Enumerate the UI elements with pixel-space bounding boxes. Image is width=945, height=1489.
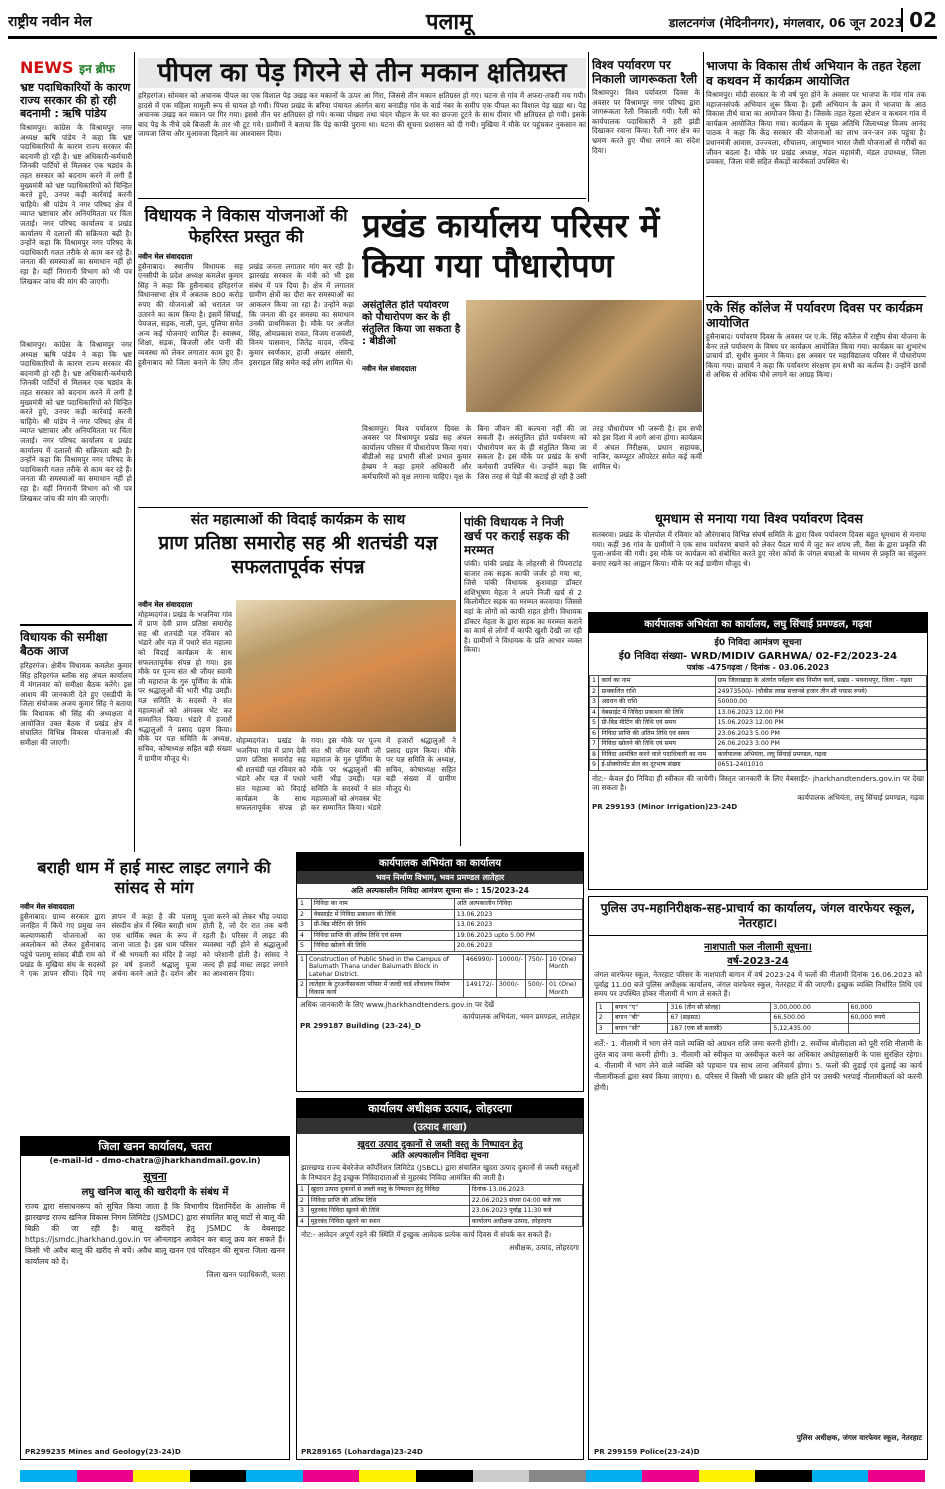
mining-email: (e-mail-id - dmo-chatra@jharkhandmail.gov.in) — [49, 1156, 261, 1165]
saints-body-2: मोहम्मदगंज। प्रखंड के भजनिया गांव में प्राण देवी प्राण प्रतिष्ठा समारोह सह श्री शतचंडी यज्ञ रविवार को भंडारे और यज्ञ में पधारे संत महात्मा को विदाई कार्यक्रम के साथ सफलतापूर्वक संपन्न हो गया। इस मौके पर पूज्य संत श्री जीयर स्वामी जी महाराज के गुरु पूर्णिमा के मौके पर श्रद्धालुओं की भारी भीड़ उमड़ी। यज्ञ समिति के सदस्यों ने संत महात्माओं को अंगवस्त्र भेंट कर सम्मानित किया। भंडारे में हजारों श्रद्धालुओं ने प्रसाद ग्रहण किया। मौके पर यज्ञ समिति के अध्यक्ष, सचिव, कोषाध्यक्ष सहित बड़ी संख्या में ग्रामीण मौजूद थे। — [236, 736, 456, 813]
cell: 67 (सड़सठ) — [668, 1013, 771, 1024]
tender-latehar-pr: PR 299187 Building (23-24)_D — [300, 1021, 421, 1031]
road-body: पांकी। पांकी प्रखंड के लोहरसी से पिपराटांड़ बाजार तक सड़क काफी जर्जर हो गया था, जिसे पांकी विधायक कुशवाहा डॉक्टर शशिभूषण मेहता ने अपने निजी खर्च से 2 किलोमीटर सड़क का मरम्मत करवाया। जिससे वहां के लोगों को काफी राहत होगी। विधायक डॉक्टर मेहता के द्वारा सड़क का मरम्मत कराने का कार्य से लोगों में काफी खुशी देखी जा रही है। ग्रामीणों ने विधायक के प्रति आभार व्यक्त किया। — [464, 559, 582, 655]
excise-notice-title: खुदरा उत्पाद दुकानों से जब्ती वस्तु के निष्पादन हेतु — [357, 1140, 523, 1150]
yagya-photo — [236, 600, 456, 732]
masthead — [8, 6, 937, 39]
cell: निविदा खोलने की तिथि — [311, 941, 454, 952]
cell: खुदरा उत्पाद दुकानों से जब्ती वस्तु के निष्पादन हेतु निविदा — [308, 1185, 469, 1196]
table-row — [298, 954, 583, 980]
cell: 0651-2401010 — [715, 760, 926, 771]
plantation-body-box — [362, 364, 702, 512]
tender-garhwa-pr: PR 299193 (Minor Irrigation)23-24D — [592, 802, 738, 812]
cell: निविदा का नाम — [311, 899, 454, 910]
road-story — [464, 515, 582, 845]
excise-note: नोट:- आवेदन अपूर्ण रहने की स्थिति में इच्छुक आवेदक प्रत्येक कार्य दिवस में संपर्क कर सकते हैं। — [301, 1230, 552, 1240]
cell: 7 — [590, 739, 599, 750]
cell: ई-प्रोक्योरमेंट सेल का दूरभाष संख्या — [599, 760, 715, 771]
rally-title: विश्व पर्यावरण पर निकाली जागरूकता रैली — [592, 58, 698, 86]
table-row — [590, 707, 927, 718]
cell: 3 — [596, 1023, 612, 1034]
cell: 22.06.2023 संध्या 04:00 बजे तक — [469, 1195, 582, 1206]
saints-title: प्राण प्रतिष्ठा समारोह सह श्री शतचंडी यज्ञ सफलतापूर्वक संपन्न — [158, 532, 438, 578]
road-title: पांकी विधायक ने निजी खर्च पर कराई सड़क की मरम्मत — [464, 515, 570, 557]
environment-day-title: धूमधाम से मनाया गया विश्व पर्यावरण दिवस — [654, 512, 864, 527]
cell: 3000/- — [496, 980, 525, 998]
police-year: वर्ष-2023-24 — [727, 956, 789, 967]
tender-latehar-sign: कार्यपालक अभियंता, भवन प्रमण्डल, लातेहार — [462, 1011, 580, 1021]
cell: दिनांक-13.06.2023 — [469, 1185, 582, 1196]
cell: निविदा प्राप्ति की अंतिम तिथि एवं समय — [311, 930, 454, 941]
tender-garhwa-note: नोट:- केवल ई0 निविदा ही स्वीकार की जायेगी। विस्तृत जानकारी के लिए वेबसाईट- jharkhandtenders.gov.in पर देखा जा सकता है। — [592, 773, 924, 793]
cell: 4 — [298, 930, 312, 941]
cell: 3 — [298, 1206, 309, 1217]
cell: 4 — [590, 707, 599, 718]
news-brief-headline: भ्रष्ट पदाधिकारियों के कारण राज्य सरकार की हो रही बदनामी : ऋषि पांडेय — [20, 81, 131, 120]
cell: 187 (एक सौ सतासी) — [668, 1023, 771, 1034]
cell: प्री-बिड मीटिंग की तिथि एवं समय — [599, 718, 715, 729]
plantation-quote-text: असंतुलित होते पर्यावरण को पौधारोपण कर के ही संतुलित किया जा सकता है : बीडीओ — [362, 300, 461, 347]
table-row — [596, 1023, 919, 1034]
barahi-story — [20, 858, 288, 1128]
saints-kicker: संत महात्माओं की विदाई कार्यक्रम के साथ — [190, 512, 406, 528]
excise-dept: (उत्पाद शाखा) — [297, 1118, 583, 1134]
cell: 1 — [298, 899, 312, 910]
excise-body: झारखण्ड राज्य बेवरेजेज कॉर्पोरेशन लिमिटेड (JSBCL) द्वारा संचालित खुदरा उत्पाद दुकानों से जब्ती वस्तुओं के निष्पादन हेतु इच्छुक निविदादाताओं से मुहरबंद निविदा आमंत्रित की जाती है। — [301, 1163, 579, 1182]
cell: 4 — [298, 1216, 309, 1227]
news-label: NEWS — [20, 58, 74, 77]
cell: अग्रधन की राशि — [599, 697, 715, 708]
ak-singh-story — [706, 300, 926, 448]
tender-latehar-table — [297, 898, 583, 952]
cell — [848, 1023, 920, 1034]
mining-body: राज्य द्वारा संसाधनरूप को सुचित किया जाता है कि विभागीय दिशानिर्देश के आलोक में झारखण्ड राज्य खनिज विकास निगम लिमिटेड (JSMDC) द्वारा संचालित बालू घाटों से बालू की बिक्री की जा रही है। बालू खरीदने हेतु JSMDC के वेबसाइट https://jsmdc.jharkhand.gov.in पर ऑनलाइन आवेदन कर बालू क्रय कर सकते हैं। किसी भी अवैध बालू की खरीद से बचें। अवैध बालू खनन एवं परिवहन की सूचना जिला खनन कार्यालय को दें। — [25, 1202, 285, 1266]
excise-pr: PR289165 (Lohardaga)23-24D — [301, 1447, 423, 1457]
review-meeting — [20, 630, 132, 855]
cell: मुहरबंद निविदा खुलने का स्थान — [308, 1216, 469, 1227]
review-title: विधायक की समीक्षा बैठक आज — [20, 630, 108, 658]
tender-garhwa-table — [589, 675, 927, 771]
tender-garhwa-notice: ई0 निविदा आमंत्रण सूचना — [714, 638, 802, 648]
top-story-title: पीपल का पेड़ गिरने से तीन मकान क्षतिग्रस्त — [138, 58, 586, 88]
mining-office: जिला खनन कार्यालय, चतरा — [21, 1137, 289, 1156]
plantation-quote — [362, 300, 462, 360]
review-body: हरिहरगंज। क्षेत्रीय विधायक कमलेश कुमार सिंह हरिहरगंज ब्लॉक सह अंचल कार्यालय में मंगलवार को समीक्षा बैठक करेंगे। इस आशय की जानकारी देते हुए एसडीपी के जिला संयोजक अजय कुमार सिंह ने बताया कि विधायक श्री सिंह की अध्यक्षता में आयोजित उक्त बैठक में प्रखंड क्षेत्र में संचालित विभिन्न विकास योजनाओं की समीक्षा की जाएगी। — [20, 661, 132, 747]
mining-pr: PR299235 Mines and Geology(23-24)D — [25, 1447, 181, 1457]
news-brief-tag — [20, 58, 132, 77]
police-pr: PR 299159 Police(23-24)D — [594, 1447, 700, 1457]
table-row — [590, 676, 927, 687]
barahi-title: बराही धाम में हाई मास्ट लाइट लगाने की सांसद से मांग — [37, 858, 271, 897]
cell: 3 — [590, 697, 599, 708]
police-office: पुलिस उप-महानिरीक्षक-सह-प्राचार्य का कार्यालय, जंगल वारफेयर स्कूल, नेतरहाट। — [589, 897, 927, 936]
cell: निविदा खोलने की तिथि एवं समय — [599, 739, 715, 750]
cell: लातेहार के टुरअनीसाथला परिसर में जल्दी वार्ड शौचालय निर्माण विकास कार्य — [306, 980, 463, 998]
cell: 10000/- — [496, 954, 525, 980]
tender-latehar-dept: भवन निर्माण विभाग, भवन प्रमण्डल लातेहार — [297, 871, 583, 884]
barahi-body: हुसैनाबाद। ग्राम्य सरकार द्वारा जनहित में किये गए प्रमुख जन कल्याणकारी योजनाओं का अवलोकन को लेकर हुसैनाबाद पहुंचे पलामू सांसद बीडी राम को प्रखंड के मुखिया संघ के सदस्यों ने एक ज्ञापन सौंपा। दिये गए ज्ञापन में कहा है की पलामू संसदीय क्षेत्र में स्थित बराही धाम एक धार्मिक स्थल के रूप में जाना जाता है। इस धाम परिसर में श्री भगवती का मंदिर है जहां हर वर्ष हजारों श्रद्धालु पूजा अर्चना करने आते हैं। दर्शन और पूजा करने को लेकर भीड़ ज्यादा होती है, जो देर रात तक बनी रहती है। परिसर में लाइट की व्यवस्था नहीं होने से श्रद्धालुओं को परेशानी होती है। सांसद ने जल्द ही हाई मास्ट लाइट लगाने का आश्वासन दिया। — [20, 911, 288, 979]
cell: बगान "बी" — [613, 1013, 668, 1024]
cell: 750/- — [525, 954, 546, 980]
table-row — [590, 728, 927, 739]
news-brief-continued — [20, 340, 132, 622]
tender-garhwa-office: कार्यपालक अभियंता का कार्यालय, लघु सिंचाई प्रमण्डल, गढ़वा — [589, 613, 927, 633]
mla-story — [138, 206, 354, 506]
table-row — [596, 1013, 919, 1024]
section-title: पलामू — [426, 10, 473, 35]
saints-body-box-2 — [236, 736, 456, 840]
cell: 2 — [590, 686, 599, 697]
tender-garhwa-sign: कार्यपालक अभियंता, लघु सिंचाई प्रमण्डल, गढ़वा — [797, 792, 924, 802]
cell: 20.06.2023 — [454, 941, 582, 952]
cell: प्राक्कलित राशि — [599, 686, 715, 697]
bjp-title: भाजपा के विकास तीर्थ अभियान के तहत रेहला व कथवन में कार्यक्रम आयोजित — [706, 58, 921, 88]
newspaper-name: राष्ट्रीय नवीन मेल — [8, 14, 92, 30]
cell: 1 — [298, 954, 307, 980]
cell: 26.06.2023 3.00 PM — [715, 739, 926, 750]
cell: 2 — [298, 980, 307, 998]
saints-byline: नवीन मेल संवाददाता — [138, 600, 193, 609]
cell: कार्यालय अधीक्षक उत्पाद, लोहरदगा — [469, 1216, 582, 1227]
cell: 66,500.00 — [771, 1013, 848, 1024]
news-brief — [20, 58, 132, 338]
news-sub-label: इन ब्रीफ — [79, 62, 116, 76]
cell: 3,00,000.00 — [771, 1002, 848, 1013]
environment-day-story — [592, 512, 926, 607]
rally-body: विश्रामपुर। विश्व पर्यावरण दिवस के अवसर पर विश्रामपुर नगर परिषद द्वारा जागरूकता रैली निकाली गयी। रैली को कार्यपालक पदाधिकारी ने हरी झंडी दिखाकर रवाना किया। रैली नगर क्षेत्र का भ्रमण करते हुए पौधा लगाने का संदेश दिया। — [592, 88, 700, 155]
mining-notice-title: सूचना — [143, 1170, 167, 1183]
excise-sub: अति अल्पकालीन निविदा सूचना — [391, 1151, 489, 1161]
cell: 5 — [590, 718, 599, 729]
police-auction-notice — [588, 896, 928, 1460]
ak-singh-body: हुसैनाबाद। पर्यावरण दिवस के अवसर पर ए.के. सिंह कॉलेज में राष्ट्रीय सेवा योजना के बैनर तले पर्यावरण के विषय पर कार्यक्रम आयोजित किया गया। कार्यक्रम का शुभारंभ प्राचार्य डॉ. सुधीर कुमार ने किया। इस अवसर पर महाविद्यालय परिसर में पौधारोपण किया गया। प्राचार्य ने कहा कि पर्यावरण संरक्षण हम सभी का कर्तव्य है। उन्होंने छात्रों से अधिक से अधिक पौधे लगाने का आग्रह किया। — [706, 332, 926, 380]
cell: 24973500/- (चौबीस लाख सत्तानबे हजार तीन सौ पचास रुपये) — [715, 686, 926, 697]
table-row — [590, 718, 927, 729]
top-story — [138, 58, 586, 196]
cell: वेबसाईट में निविदा प्रकाशन की तिथि — [311, 909, 454, 920]
cell: प्री-बिड मीटिंग की तिथि — [311, 920, 454, 931]
cell: 2 — [298, 1195, 309, 1206]
table-row — [298, 941, 583, 952]
cell: 8 — [590, 749, 599, 760]
tender-garhwa — [588, 612, 928, 890]
cell: 13.06.2023 — [454, 920, 582, 931]
cell: 466990/- — [463, 954, 496, 980]
tender-latehar — [296, 852, 584, 1092]
table-row — [590, 697, 927, 708]
tender-garhwa-ref: ई0 निविदा संख्या- WRD/MIDIV GARHWA/ 02-F2/2023-24 — [618, 651, 898, 662]
dateline: डालटनगंज (मेदिनीनगर), मंगलवार, 06 जून 2023 — [668, 16, 903, 30]
excise-table — [297, 1184, 583, 1227]
plantation-headline-box — [362, 206, 702, 296]
excise-sign: अधीक्षक, उत्पाद, लोहरदगा — [508, 1242, 579, 1252]
tender-latehar-work-table — [297, 954, 583, 999]
police-conditions: शर्तें:- 1. नीलामी में भाग लेने वाले व्यक्ति को अग्रधन राशि जमा करनी होगी। 2. सर्वोच्च बोलीदाता को पूरी राशि नीलामी के तुरंत बाद जमा करनी होगी। 3. नीलामी को स्वीकृत या अस्वीकृत करने का अधिकार अधोहस्ताक्षरी के पास सुरक्षित रहेगा। 4. नीलामी में भाग लेने वाले व्यक्ति को पहचान पत्र साथ लाना अनिवार्य होगा। 5. फलों की तुड़ाई एवं ढुलाई का कार्य नीलामीकर्ता द्वारा स्वयं किया जाएगा। 6. परिसर में किसी भी प्रकार की क्षति होने पर उसकी भरपाई नीलामीकर्ता को करनी होगी। — [594, 1039, 922, 1093]
cell: 149172/- — [463, 980, 496, 998]
cell: 1 — [590, 676, 599, 687]
saints-body: मोहम्मदगंज। प्रखंड के भजनिया गांव में प्राण देवी प्राण प्रतिष्ठा समारोह सह श्री शतचंडी यज्ञ रविवार को भंडारे और यज्ञ में पधारे संत महात्मा को विदाई कार्यक्रम के साथ सफलतापूर्वक संपन्न हो गया। इस मौके पर पूज्य संत श्री जीयर स्वामी जी महाराज के गुरु पूर्णिमा के मौके पर श्रद्धालुओं की भारी भीड़ उमड़ी। यज्ञ समिति के सदस्यों ने संत महात्माओं को अंगवस्त्र भेंट कर सम्मानित किया। भंडारे में हजारों श्रद्धालुओं ने प्रसाद ग्रहण किया। मौके पर यज्ञ समिति के अध्यक्ष, सचिव, कोषाध्यक्ष सहित बड़ी संख्या में ग्रामीण मौजूद थे। — [138, 609, 232, 763]
cell: Construction of Public Shed in the Campus of Balumath Thana under Balumath Block in Latehar District. — [306, 954, 463, 980]
tender-garhwa-date: पत्रांक -475गढ़वा / दिनांक - 03.06.2023 — [686, 663, 830, 672]
saints-body-box — [138, 600, 232, 842]
table-row — [298, 909, 583, 920]
cell: 13.06.2023 12.00 PM — [715, 707, 926, 718]
police-table — [596, 1002, 920, 1035]
cell: 01 (One) Month — [546, 980, 582, 998]
color-registration-bar — [20, 1470, 925, 1482]
police-sign: पुलिस अधीक्षक, जंगल वारफेयर स्कूल, नेतरहाट — [796, 1433, 922, 1443]
cell: 5 — [298, 941, 312, 952]
cell: 5,12,435.00 — [771, 1023, 848, 1034]
cell: निविदा आमंत्रित करने वाले पदाधिकारी का नाम — [599, 749, 715, 760]
table-row — [590, 686, 927, 697]
mla-byline: नवीन मेल संवाददाता — [138, 252, 193, 261]
table-row — [590, 739, 927, 750]
ak-singh-title: एके सिंह कॉलेज में पर्यावरण दिवस पर कार्यक्रम आयोजित — [706, 300, 923, 330]
police-notice-title: नाशपाती फल नीलामी सूचना। — [704, 942, 812, 953]
cell: 9 — [590, 760, 599, 771]
table-row — [298, 920, 583, 931]
cell: बगान "ए" — [613, 1002, 668, 1013]
plantation-body: विश्रामपुर। विश्व पर्यावरण दिवस के अवसर पर विश्रामपुर प्रखंड सह अंचल कार्यालय परिसर में पौधारोपण किया गया। बीडीओ सह प्रभारी सीओ प्रभात कुमार हेम्ब्रम ने कहा हमारे अधिकारी और कर्मचारियों को वृक्ष लगाना चाहिए। वृक्ष के बिना जीवन की कल्पना नहीं की जा सकती है। असंतुलित होते पर्यावरण को पौधारोपण कर के ही संतुलित किया जा सकता है। इस मौके पर प्रखंड के सभी कर्मचारी उपस्थित थे। उन्होंने कहा कि जिस तरह से पेड़ों की कटाई हो रही है उसी तरह पौधारोपण भी जरूरी है। हम सभी को इस दिशा में आगे आना होगा। कार्यक्रम में अंचल निरीक्षक, प्रधान सहायक, नाजिर, कम्प्यूटर ऑपरेटर समेत कई कर्मी शामिल थे। — [362, 423, 702, 481]
table-row — [298, 980, 583, 998]
news-brief-body: विश्रामपुर। कांग्रेस के विश्रामपुर नगर अध्यक्ष ऋषि पांडेय ने कहा कि भ्रष्ट पदाधिकारियों के कारण राज्य सरकार की बदनामी हो रही है। भ्रष्ट अधिकारी-कर्मचारी जिनकी पार्टियों से मिलकर एक षड्यंत्र के तहत सरकार को बदनाम करने में लगी हैं मुख्यमंत्री को भ्रष्ट पदाधिकारियों को चिन्हित करते हुऐ, उनपर कड़ी कार्रवाई करनी चाहिये। श्री पांडेय ने नगर परिषद क्षेत्र में व्याप्त भ्रष्टाचार और अनियमितता पर चिंता जताई। नगर परिषद कार्यालय व प्रखंड कार्यालय में दलालों की सक्रियता बढ़ी है। उन्होंने कहा कि विश्रामपुर नगर परिषद के पदाधिकारी गलत तरीके से काम कर रहे हैं। जनता की समस्याओं का समाधान नहीं हो रहा है। वहीं निगरानी विभाग को भी पत्र लिखकर जांच की मांग की जाएगी। — [20, 123, 132, 286]
environment-day-body: सतबरवा। प्रखंड के पोलपोल में रविवार को औरंगाबाद विभिन्न संघर्ष समिति के द्वारा विश्व पर्यावरण दिवस बहुत धूमधाम से मनाया गया। कहीं 36 गांव के ग्रामीणों ने एक साथ पर्यावरण बचाने को लेकर पैदल मार्च में जुट कर शपथ ली, वैसा के द्वारा प्रकृति की पूजा-अर्चना की गयी। इस मौके पर कार्यक्रम को संबोधित करते हुए नरेश कोर्वा के जंगल बचाओ के माध्यम से प्रकृति का संतुलन बनाए रखने का आह्वान किया। मौके पर कई ग्रामीण मौजूद थे। — [592, 530, 926, 568]
cell: ग्राम जिलाखाड़ा के अंतर्गत पर्वेक्षण बांध निर्माण कार्य, प्रखंड - भवनाथपुर, जिला - गढ़वा — [715, 676, 926, 687]
cell: 2 — [298, 909, 312, 920]
mla-body: हुसैनाबाद। स्थानीय विधायक सह एनसीपी के प्रदेश अध्यक्ष कमलेश कुमार सिंह ने कहा कि हुसैनाबाद हरिहरगंज विधानसभा क्षेत्र में अबतक 800 करोड़ रुपए की योजनाओं को धरातल पर उतारने का काम किया है। इसमें सिंचाई, पेयजल, सड़क, नाली, पुल, पुलिया समेत अन्य कई योजनाएं शामिल हैं। स्वास्थ्य, शिक्षा, सड़क, बिजली और पानी की व्यवस्था को लेकर लगातार काम हुए हैं। हुसैनाबाद को जिला बनाने के लिए तीन प्रखंड जनता लगातार मांग कर रही है। झारखंड सरकार के मंत्री को भी इस संबंध में पत्र दिया है। क्षेत्र में लगातार ग्रामीण क्षेत्रों का दौरा कर समस्याओं का आकलन किया जा रहा है। उन्होंने कहा कि जनता की हर समस्या का समाधान उनकी प्राथमिकता है। मौके पर अजीत सिंह, ओमप्रकाश रावत, विजय राजवंशी, विनय पासवान, जितेंद्र यादव, रविन्द्र कुमार स्वर्णकार, हाजी अख्तर अंसारी, इसराइल सिंह समेत कई लोग शामिल थे। — [138, 261, 354, 367]
tender-latehar-office: कार्यपालक अभियंता का कार्यालय — [297, 853, 583, 871]
cell: 10 (One) Month — [546, 954, 582, 980]
cell: वेबसाईट में निविदा प्रकाशन की तिथि — [599, 707, 715, 718]
table-row — [590, 749, 927, 760]
cell: 15.06.2023 12.00 PM — [715, 718, 926, 729]
mining-notice — [20, 1136, 290, 1460]
police-intro: जंगल वारफेयर स्कूल, नेतरहाट परिसर के नाशपाती बागान में वर्ष 2023-24 में फलों की नीलामी दिनांक 16.06.2023 को पूर्वाह्न 11.00 बजे पुलिस अधीक्षक कार्यालय, जंगल वारफेयर स्कूल, नेतरहाट में की जाएगी। इच्छुक व्यक्ति निर्धारित तिथि एवं समय पर उपस्थित होकर नीलामी में भाग ले सकते हैं। — [594, 970, 922, 999]
mining-subject: लघु खनिज बालू की खरीदगी के संबंध में — [81, 1187, 229, 1198]
mining-sign: जिला खनन पदाधिकारी, चतरा — [206, 1270, 285, 1279]
cell: मुहरबंद निविदा खुलने की तिथि — [308, 1206, 469, 1217]
cell: 500/- — [525, 980, 546, 998]
cell: 50000.00 — [715, 697, 926, 708]
cell: 316 (तीन सौ सोलह) — [668, 1002, 771, 1013]
bjp-story — [706, 58, 926, 294]
tender-latehar-footer: अधिक जानकारी के लिए www.jharkhandtenders.gov.in पर देखें — [300, 1000, 494, 1009]
cell: 60,000 — [848, 1002, 920, 1013]
plantation-byline: नवीन मेल संवाददाता — [362, 364, 417, 373]
cell: 6 — [590, 728, 599, 739]
table-row — [298, 1195, 583, 1206]
top-story-body: हरिहरगंज। सोमवार को अचानक पीपल का एक विशाल पेड़ उखड़ कर मकानों के ऊपर आ गिरा, जिससे तीन मकान क्षतिग्रस्त हो गए। घटना से गांव में अफरा-तफरी मच गयी। हादसे में एक महिला मामूली रूप से घायल हो गयी। पिपरा प्रखंड के बरिया पंचायत अंतर्गत बारा बनाडीह गांव के वार्ड नंबर के समीप एक पीपल का विशाल पेड़ खड़ा था। पेड़ अचानक उखड़ कर मकान पर गिर गया। इससे तीन घर क्षतिग्रस्त हो गये। कच्चा पोखरा तथा चंदन चौहान के घर का छज्जा टूटने के साथ दीवार भी क्षतिग्रस्त हो गयी। इसके बाद पेड़ के नीचे दबे बिजली के तार भी टूट गये। ग्रामीणों ने बताया कि पेड़ काफी पुराना था। घटना की सूचना प्रशासन को दी गयी। मुखिया ने मौके पर पहुंचकर नुकसान का जायजा लिया और मुआवजा दिलाने का आश्वासन दिया। — [138, 91, 586, 139]
table-row — [298, 1185, 583, 1196]
cell: 1 — [596, 1002, 612, 1013]
cell: अति अल्पकालीन निविदा — [454, 899, 582, 910]
cell: निविदा प्राप्ति की अंतिम तिथि — [308, 1195, 469, 1206]
barahi-byline: नवीन मेल संवाददाता — [20, 902, 75, 911]
news-brief-body-2: विश्रामपुर। कांग्रेस के विश्रामपुर नगर अध्यक्ष ऋषि पांडेय ने कहा कि भ्रष्ट पदाधिकारियों के कारण राज्य सरकार की बदनामी हो रही है। भ्रष्ट अधिकारी-कर्मचारी जिनकी पार्टियों से मिलकर एक षड्यंत्र के तहत सरकार को बदनाम करने में लगी हैं मुख्यमंत्री को भ्रष्ट पदाधिकारियों को चिन्हित करते हुऐ, उनपर कड़ी कार्रवाई करनी चाहिये। श्री पांडेय ने नगर परिषद क्षेत्र में व्याप्त भ्रष्टाचार और अनियमितता पर चिंता जताई। नगर परिषद कार्यालय व प्रखंड कार्यालय में दलालों की सक्रियता बढ़ी है। उन्होंने कहा कि विश्रामपुर नगर परिषद के पदाधिकारी गलत तरीके से काम कर रहे हैं। जनता की समस्याओं का समाधान नहीं हो रहा है। वहीं निगरानी विभाग को भी पत्र लिखकर जांच की मांग की जाएगी। — [20, 340, 132, 503]
saints-story-head — [138, 512, 458, 596]
cell: 3 — [298, 920, 312, 931]
plantation-title: प्रखंड कार्यालय परिसर में किया गया पौधारोपण — [362, 206, 660, 285]
cell: 19.06.2023 upto 5.00 PM — [454, 930, 582, 941]
cell: कार्य का नाम — [599, 676, 715, 687]
rally-story — [592, 58, 700, 200]
cell: निविदा प्राप्ति की अंतिम तिथि एवं समय — [599, 728, 715, 739]
cell: 60,000 रुपये — [848, 1013, 920, 1024]
excise-notice — [296, 1098, 584, 1460]
cell: 23.06.2023 5.00 PM — [715, 728, 926, 739]
cell: 2 — [596, 1013, 612, 1024]
cell: कार्यपालक अभियंता, लघु सिंचाई प्रमण्डल, गढ़वा — [715, 749, 926, 760]
tender-latehar-notice: अति अल्पकालीन निविदा आमंत्रण सूचना सं० : 15/2023-24 — [351, 886, 529, 895]
excise-office: कार्यालय अधीक्षक उत्पाद, लोहरदगा — [297, 1099, 583, 1118]
mla-title: विधायक ने विकास योजनाओं की फेहरिस्त प्रस्तुत की — [144, 206, 348, 247]
cell: 23.06.2023 पूर्वाह्न 11:30 बजे — [469, 1206, 582, 1217]
table-row — [298, 1206, 583, 1217]
table-row — [298, 1216, 583, 1227]
table-row — [298, 930, 583, 941]
table-row — [298, 899, 583, 910]
table-row — [590, 760, 927, 771]
cell: 1 — [298, 1185, 309, 1196]
cell: बगान "सी" — [613, 1023, 668, 1034]
bjp-body: विश्रामपुर। मोदी सरकार के नौ वर्ष पूरा होने के अवसर पर भाजपा के गांव गांव तक महाजनसंपर्क अभियान शुरू किया है। इसी अभियान के क्रम में भाजपा के आठ विकास तीर्थ यात्रा का आयोजन किया है। जिसके तहत रेहला स्टेशन व कथवन गांव में कार्यक्रम आयोजित किया गया। कार्यक्रम के मुख्य अतिथि जिलाध्यक्ष विजय आनंद पाठक ने कहा कि केंद्र सरकार की योजनाओं का लाभ जन-जन तक पहुंचा है। प्रधानमंत्री आवास, उज्ज्वला, शौचालय, आयुष्मान भारत जैसी योजनाओं से गरीबों का जीवन बदला है। मौके पर प्रखंड अध्यक्ष, मंडल महामंत्री, मंडल उपाध्यक्ष, जिला प्रवक्ता, जिला मंत्री सहित सैकड़ों कार्यकर्ता उपस्थित थे। — [706, 90, 926, 167]
page-number: 02 — [901, 8, 937, 32]
cell: 13.06.2023 — [454, 909, 582, 920]
table-row — [596, 1002, 919, 1013]
